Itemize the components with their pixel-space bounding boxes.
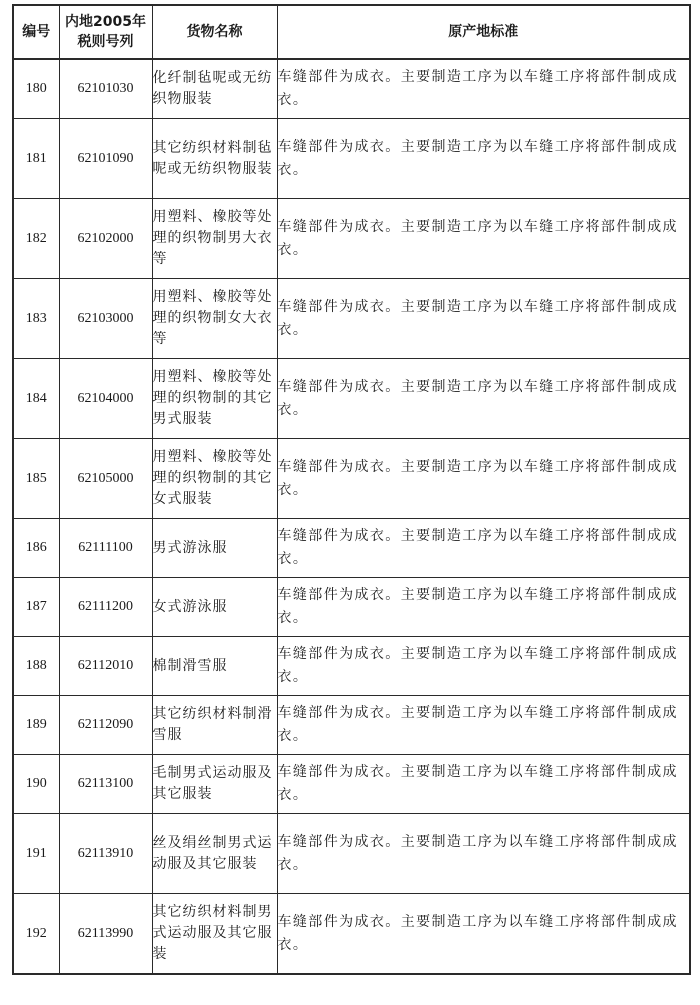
- row-goods-name: 其它纺织材料制滑雪服: [152, 696, 277, 755]
- row-goods-name: 女式游泳服: [152, 578, 277, 637]
- header-goods-name: 货物名称: [152, 5, 277, 59]
- row-number: 182: [13, 199, 59, 279]
- row-tariff-code: 62105000: [59, 439, 152, 519]
- table-row: [13, 119, 690, 199]
- table-row: [13, 59, 690, 119]
- row-origin-standard: 车缝部件为成衣。主要制造工序为以车缝工序将部件制成成衣。: [277, 814, 690, 894]
- header-tariff-code-line1: 内地2005年: [65, 14, 146, 30]
- row-goods-name: 化纤制毡呢或无纺织物服装: [152, 59, 277, 119]
- table-row: [13, 637, 690, 696]
- table-row: [13, 755, 690, 814]
- row-tariff-code: 62112090: [59, 696, 152, 755]
- row-origin-standard: 车缝部件为成衣。主要制造工序为以车缝工序将部件制成成衣。: [277, 59, 690, 119]
- row-number: 191: [13, 814, 59, 894]
- header-number: 编号: [13, 5, 59, 59]
- row-number: 180: [13, 59, 59, 119]
- row-tariff-code: 62104000: [59, 359, 152, 439]
- row-number: 186: [13, 519, 59, 578]
- table-row: [13, 894, 690, 975]
- row-number: 181: [13, 119, 59, 199]
- row-goods-name: 用塑料、橡胶等处理的织物制的其它女式服装: [152, 439, 277, 519]
- table-row: [13, 439, 690, 519]
- row-tariff-code: 62113990: [59, 894, 152, 975]
- row-goods-name: 丝及绢丝制男式运动服及其它服装: [152, 814, 277, 894]
- row-origin-standard: 车缝部件为成衣。主要制造工序为以车缝工序将部件制成成衣。: [277, 519, 690, 578]
- row-origin-standard: 车缝部件为成衣。主要制造工序为以车缝工序将部件制成成衣。: [277, 755, 690, 814]
- table-row: [13, 359, 690, 439]
- row-origin-standard: 车缝部件为成衣。主要制造工序为以车缝工序将部件制成成衣。: [277, 894, 690, 975]
- row-number: 187: [13, 578, 59, 637]
- row-origin-standard: 车缝部件为成衣。主要制造工序为以车缝工序将部件制成成衣。: [277, 279, 690, 359]
- row-tariff-code: 62111200: [59, 578, 152, 637]
- row-origin-standard: 车缝部件为成衣。主要制造工序为以车缝工序将部件制成成衣。: [277, 199, 690, 279]
- table-row: [13, 279, 690, 359]
- row-tariff-code: 62111100: [59, 519, 152, 578]
- row-origin-standard: 车缝部件为成衣。主要制造工序为以车缝工序将部件制成成衣。: [277, 578, 690, 637]
- origin-rules-table: [12, 4, 691, 975]
- row-tariff-code: 62102000: [59, 199, 152, 279]
- row-tariff-code: 62113100: [59, 755, 152, 814]
- header-tariff-code: [59, 5, 152, 59]
- row-goods-name: 男式游泳服: [152, 519, 277, 578]
- table-row: [13, 578, 690, 637]
- table-header-row: [13, 5, 690, 59]
- row-goods-name: 其它纺织材料制毡呢或无纺织物服装: [152, 119, 277, 199]
- row-number: 189: [13, 696, 59, 755]
- header-tariff-code-line2: 税则号列: [77, 34, 134, 50]
- row-number: 185: [13, 439, 59, 519]
- row-number: 192: [13, 894, 59, 975]
- row-tariff-code: 62101090: [59, 119, 152, 199]
- row-goods-name: 其它纺织材料制男式运动服及其它服装: [152, 894, 277, 975]
- table-row: [13, 814, 690, 894]
- table-row: [13, 519, 690, 578]
- row-goods-name: 毛制男式运动服及其它服装: [152, 755, 277, 814]
- row-tariff-code: 62103000: [59, 279, 152, 359]
- row-origin-standard: 车缝部件为成衣。主要制造工序为以车缝工序将部件制成成衣。: [277, 119, 690, 199]
- row-tariff-code: 62101030: [59, 59, 152, 119]
- row-origin-standard: 车缝部件为成衣。主要制造工序为以车缝工序将部件制成成衣。: [277, 359, 690, 439]
- row-goods-name: 用塑料、橡胶等处理的织物制的其它男式服装: [152, 359, 277, 439]
- table-row: [13, 199, 690, 279]
- row-origin-standard: 车缝部件为成衣。主要制造工序为以车缝工序将部件制成成衣。: [277, 637, 690, 696]
- row-tariff-code: 62113910: [59, 814, 152, 894]
- row-number: 184: [13, 359, 59, 439]
- header-origin-standard: 原产地标准: [277, 5, 690, 59]
- table-body: [13, 59, 690, 974]
- row-goods-name: 棉制滑雪服: [152, 637, 277, 696]
- row-origin-standard: 车缝部件为成衣。主要制造工序为以车缝工序将部件制成成衣。: [277, 696, 690, 755]
- table-row: [13, 696, 690, 755]
- row-goods-name: 用塑料、橡胶等处理的织物制女大衣等: [152, 279, 277, 359]
- row-number: 183: [13, 279, 59, 359]
- row-origin-standard: 车缝部件为成衣。主要制造工序为以车缝工序将部件制成成衣。: [277, 439, 690, 519]
- row-number: 190: [13, 755, 59, 814]
- row-goods-name: 用塑料、橡胶等处理的织物制男大衣等: [152, 199, 277, 279]
- row-tariff-code: 62112010: [59, 637, 152, 696]
- row-number: 188: [13, 637, 59, 696]
